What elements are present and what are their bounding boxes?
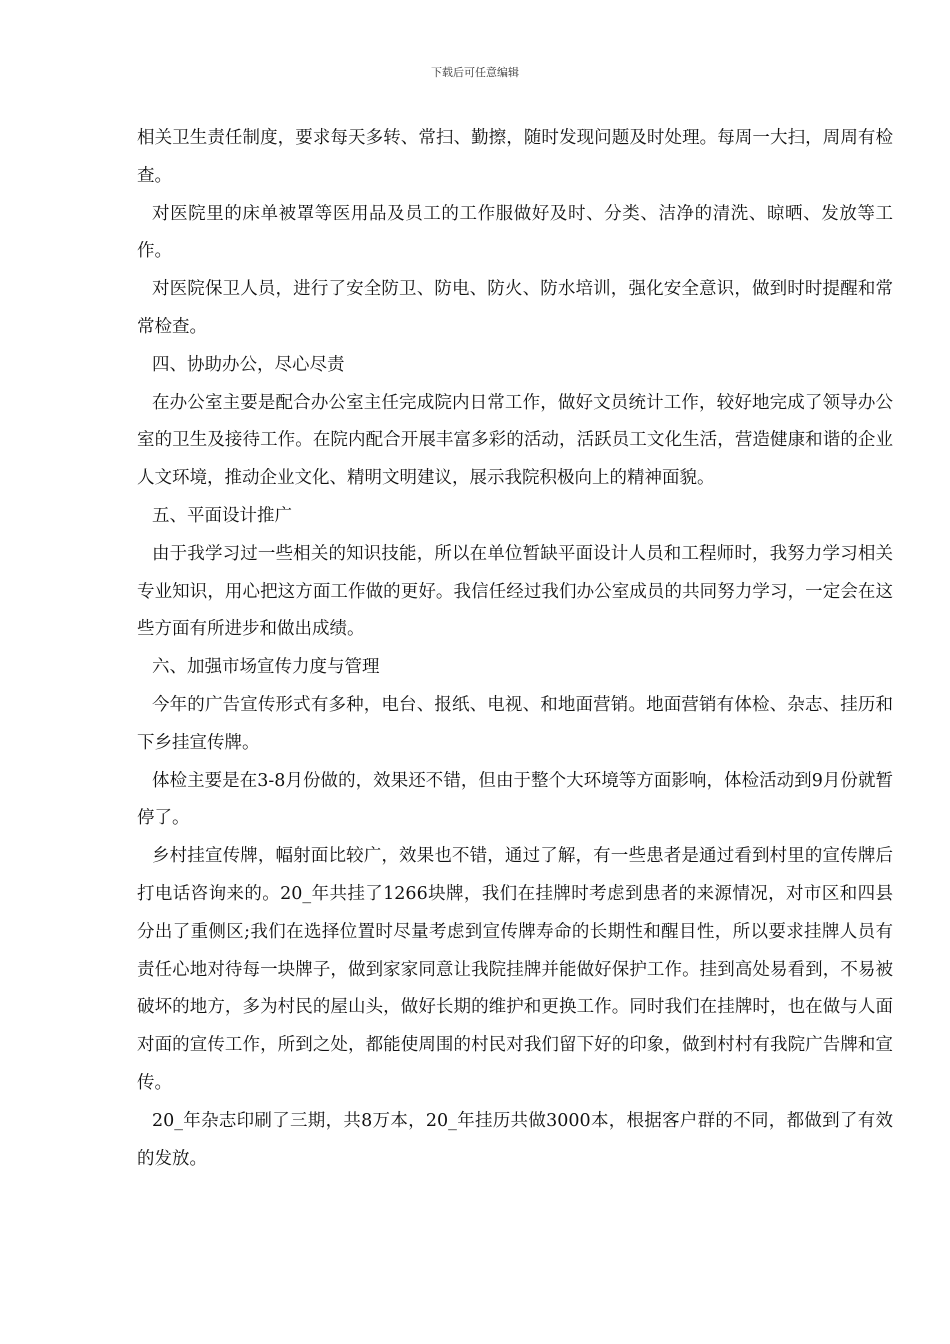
section-heading-4: 四、协助办公，尽心尽责 (152, 354, 345, 375)
section-heading-6: 六、加强市场宣传力度与管理 (152, 657, 380, 678)
paragraph-5: 在办公室主要是配合办公室主任完成院内日常工作，做好文员统计工作，较好地完成了领导办公室的卫生及接待工作。在院内配合开展丰富多彩的活动，活跃员工文化生活，营造健康和谐的企业人文环境，推动企业文化、精明文明建议，展示我院积极向上的精神面貌。 (137, 392, 893, 489)
paragraph-7: 由于我学习过一些相关的知识技能，所以在单位暂缺平面设计人员和工程师时，我努力学习相关专业知识，用心把这方面工作做的更好。我信任经过我们办公室成员的共同努力学习，一定会在这些方面有所进步和做出成绩。 (137, 543, 893, 640)
paragraph-10: 体检主要是在3-8月份做的，效果还不错，但由于整个大环境等方面影响，体检活动到9月份就暂停了。 (137, 770, 893, 829)
page-header: 下载后可任意编辑 (431, 66, 519, 79)
document-body (137, 120, 893, 1178)
paragraph-3: 对医院保卫人员，进行了安全防卫、防电、防火、防水培训，强化安全意识，做到时时提醒和常常检查。 (137, 279, 893, 337)
paragraph-11: 乡村挂宣传牌，幅射面比较广，效果也不错，通过了解，有一些患者是通过看到村里的宣传牌后打电话咨询来的。20_年共挂了1266块牌，我们在挂牌时考虑到患者的来源情况，对市区和四县分出了重侧区;我们在选择位置时尽量考虑到宣传牌寿命的长期性和醒目性，所以要求挂牌人员有责任心地对待每一块牌子，做到家家同意让我院挂牌并能做好保护工作。挂到高处易看到，不易被破坏的地方，多为村民的屋山头，做好长期的维护和更换工作。同时我们在挂牌时，也在做与人面对面的宣传工作，所到之处，都能使周围的村民对我们留下好的印象，做到村村有我院广告牌和宣传。 (137, 846, 893, 1093)
paragraph-2: 对医院里的床单被罩等医用品及员工的工作服做好及时、分类、洁净的清洗、晾晒、发放等工作。 (137, 203, 893, 262)
paragraph-1: 相关卫生责任制度，要求每天多转、常扫、勤擦，随时发现问题及时处理。每周一大扫，周周有检查。 (137, 128, 893, 186)
section-heading-5: 五、平面设计推广 (152, 505, 292, 526)
paragraph-9: 今年的广告宣传形式有多种，电台、报纸、电视、和地面营销。地面营销有体检、杂志、挂历和下乡挂宣传牌。 (137, 694, 893, 753)
paragraph-12: 20_年杂志印刷了三期，共8万本，20_年挂历共做3000本，根据客户群的不同，都做到了有效的发放。 (137, 1110, 893, 1169)
